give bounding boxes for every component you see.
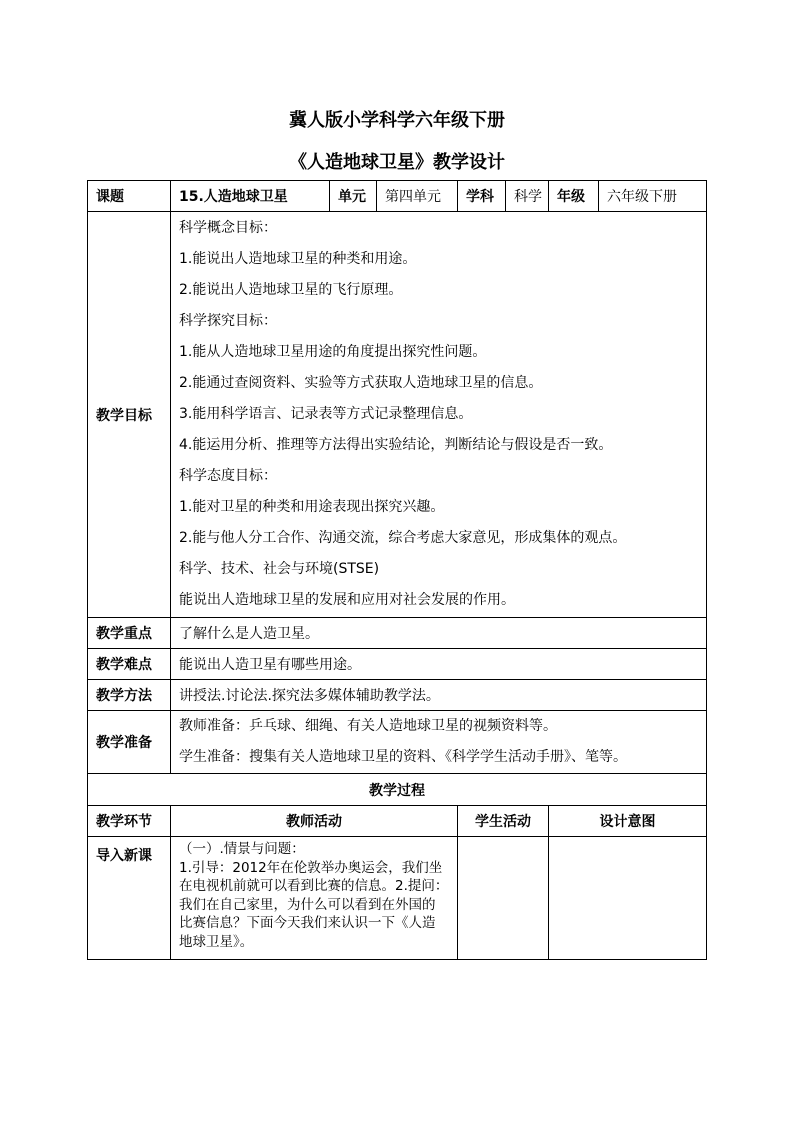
lesson-plan-table bbox=[87, 180, 707, 960]
difficulties-value: 能说出人造卫星有哪些用途。 bbox=[171, 649, 707, 680]
objective-line: 能说出人造地球卫星的发展和应用对社会发展的作用。 bbox=[179, 592, 515, 608]
process-header-intent: 设计意图 bbox=[549, 806, 707, 837]
teacher-activity-line: 我们在自己家里，为什么可以看到在外国的 bbox=[179, 896, 436, 913]
objective-line: 1.能对卫星的种类和用途表现出探究兴趣。 bbox=[179, 499, 445, 515]
process-title: 教学过程 bbox=[88, 774, 707, 806]
methods-label: 教学方法 bbox=[88, 680, 171, 711]
preparation-content bbox=[171, 711, 707, 774]
difficulties-label: 教学难点 bbox=[88, 649, 171, 680]
difficulties-row bbox=[88, 649, 707, 680]
topic-value: 15.人造地球卫星 bbox=[171, 181, 330, 212]
teacher-activity-line: 在电视机前就可以看到比赛的信息。2.提问： bbox=[179, 878, 449, 894]
teacher-activity-line: （一）.情景与问题： bbox=[179, 841, 305, 857]
preparation-row bbox=[88, 711, 707, 774]
unit-label: 单元 bbox=[330, 181, 377, 212]
objectives-row bbox=[88, 212, 707, 618]
objective-line: 2.能与他人分工合作、沟通交流，综合考虑大家意见，形成集体的观点。 bbox=[179, 530, 627, 546]
subject-value: 科学 bbox=[506, 181, 549, 212]
teacher-activity-line: 比赛信息？下面今天我们来认识一下《人造 bbox=[179, 915, 436, 931]
objective-line: 2.能通过查阅资料、实验等方式获取人造地球卫星的信息。 bbox=[179, 375, 543, 391]
topic-label: 课题 bbox=[88, 181, 171, 212]
grade-value: 六年级下册 bbox=[599, 181, 707, 212]
process-stage: 导入新课 bbox=[88, 837, 171, 960]
process-title-row bbox=[88, 774, 707, 806]
process-row bbox=[88, 837, 707, 960]
objective-line: 1.能说出人造地球卫星的种类和用途。 bbox=[179, 251, 417, 267]
objectives-content bbox=[171, 212, 707, 618]
info-row bbox=[88, 181, 707, 212]
objective-line: 科学、技术、社会与环境(STSE) bbox=[179, 561, 380, 577]
key-points-row bbox=[88, 618, 707, 649]
objective-line: 3.能用科学语言、记录表等方式记录整理信息。 bbox=[179, 406, 473, 422]
objective-line: 4.能运用分析、推理等方法得出实验结论，判断结论与假设是否一致。 bbox=[179, 437, 613, 453]
objective-line: 科学态度目标： bbox=[179, 468, 277, 484]
unit-value: 第四单元 bbox=[377, 181, 458, 212]
document-title: 冀人版小学科学六年级下册 bbox=[289, 110, 505, 131]
preparation-label: 教学准备 bbox=[88, 711, 171, 774]
objective-line: 科学概念目标： bbox=[179, 220, 277, 236]
teacher-activity bbox=[171, 837, 458, 960]
process-header-stage: 教学环节 bbox=[88, 806, 171, 837]
process-header-student: 学生活动 bbox=[458, 806, 549, 837]
objective-line: 科学探究目标： bbox=[179, 313, 277, 329]
teacher-activity-line: 1.引导：2012年在伦敦举办奥运会，我们坐 bbox=[179, 859, 443, 876]
document-subtitle: 《人造地球卫星》教学设计 bbox=[289, 152, 505, 173]
methods-value: 讲授法.讨论法.探究法多媒体辅助教学法。 bbox=[171, 680, 707, 711]
process-header-row bbox=[88, 806, 707, 837]
design-intent bbox=[549, 837, 707, 960]
process-header-teacher: 教师活动 bbox=[171, 806, 458, 837]
methods-row bbox=[88, 680, 707, 711]
objectives-label: 教学目标 bbox=[88, 212, 171, 618]
teacher-activity-line: 地球卫星》。 bbox=[179, 933, 254, 950]
key-points-value: 了解什么是人造卫星。 bbox=[171, 618, 707, 649]
student-activity bbox=[458, 837, 549, 960]
objective-line: 2.能说出人造地球卫星的飞行原理。 bbox=[179, 282, 403, 298]
subject-label: 学科 bbox=[458, 181, 506, 212]
objective-line: 1.能从人造地球卫星用途的角度提出探究性问题。 bbox=[179, 344, 487, 360]
student-preparation: 学生准备：搜集有关人造地球卫星的资料、《科学学生活动手册》、笔等。 bbox=[179, 749, 627, 765]
teacher-preparation: 教师准备：乒乓球、细绳、有关人造地球卫星的视频资料等。 bbox=[179, 718, 557, 734]
key-points-label: 教学重点 bbox=[88, 618, 171, 649]
grade-label: 年级 bbox=[549, 181, 599, 212]
